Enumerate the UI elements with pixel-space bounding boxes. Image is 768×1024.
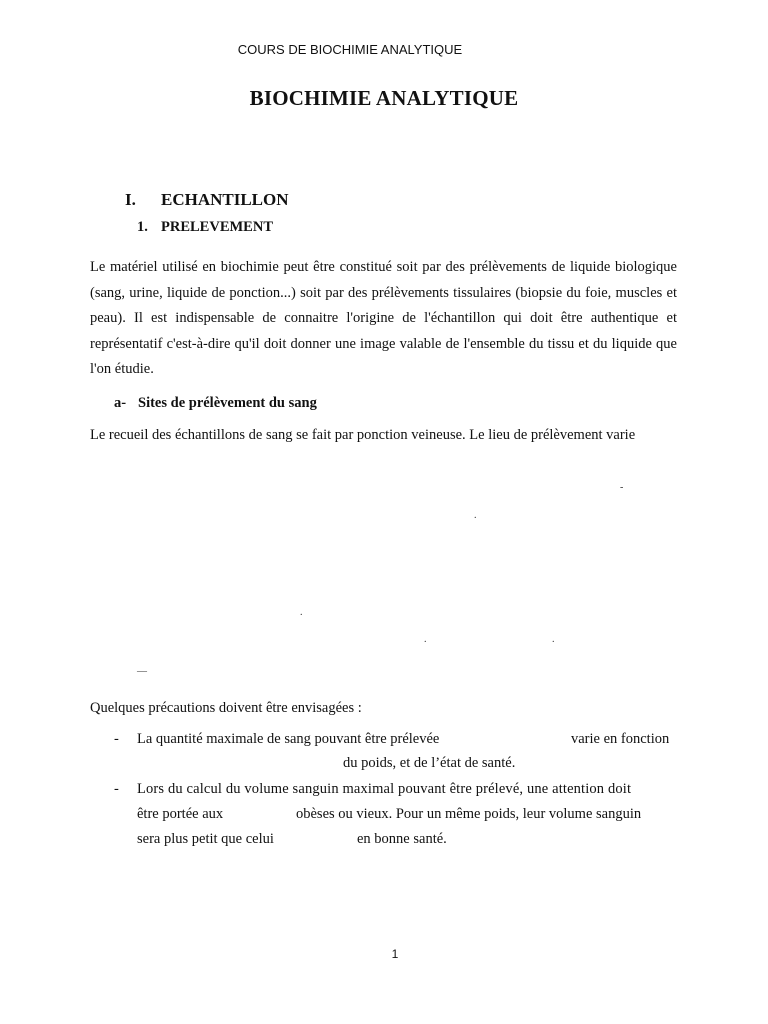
scan-speck: . xyxy=(424,634,427,645)
running-header: COURS DE BIOCHIMIE ANALYTIQUE xyxy=(237,42,463,57)
bullet-1-line-1-end: varie en fonction xyxy=(571,731,670,747)
bullet-2-line-3-end: en bonne santé. xyxy=(357,831,447,847)
subsection-number: 1. xyxy=(137,219,148,235)
document-title: BIOCHIMIE ANALYTIQUE xyxy=(249,86,519,110)
scan-speck: . xyxy=(474,510,477,521)
bullet-2-line-3-start: sera plus petit que celui xyxy=(137,831,274,847)
scan-speck: - xyxy=(620,482,624,493)
bullet-1-line-1-start: La quantité maximale de sang pouvant être prélevée xyxy=(137,731,440,747)
scan-speck: . xyxy=(552,634,555,645)
subsubsection-title: Sites de prélèvement du sang xyxy=(138,395,317,411)
precautions-intro: Quelques précautions doivent être envisagées : xyxy=(90,700,362,716)
subsection-heading xyxy=(137,219,273,236)
page-number: 1 xyxy=(391,947,399,961)
subsection-title: PRELEVEMENT xyxy=(161,219,273,235)
bullet-marker: - xyxy=(114,731,119,747)
section-number: I. xyxy=(125,190,136,209)
bullet-marker: - xyxy=(114,781,119,797)
bullet-1-line-2: du poids, et de l’état de santé. xyxy=(343,755,516,771)
bullet-2-line-1: Lors du calcul du volume sanguin maximal pouvant être prélevé, une attention doit xyxy=(137,781,632,797)
subsubsection-heading xyxy=(114,395,317,412)
bullet-2-line-2-end: obèses ou vieux. Pour un même poids, leur volume sanguin xyxy=(296,806,642,822)
section-title: ECHANTILLON xyxy=(161,190,289,209)
scan-speck: . xyxy=(300,607,303,618)
bullet-2-line-2-start: être portée aux xyxy=(137,806,224,822)
intro-paragraph: Le matériel utilisé en biochimie peut être constitué soit par des prélèvements de liquide biologique (sang, urine, liquide de ponction...) soit par des prélèvements tissulaires (biopsie du foie, muscles et peau). Il est indispensable de connaitre l'origine de l'échantillon qui doit être authentique et représentatif c'est-à-dire qu'il doit donner une image valable de l'ensemble du tissu et du liquide que l'on étudie. xyxy=(90,259,677,377)
subsubsection-number: a- xyxy=(114,395,127,411)
section-heading xyxy=(125,190,289,210)
sites-paragraph: Le recueil des échantillons de sang se fait par ponction veineuse. Le lieu de prélèvement varie xyxy=(90,427,636,443)
scan-speck: — xyxy=(137,666,147,677)
